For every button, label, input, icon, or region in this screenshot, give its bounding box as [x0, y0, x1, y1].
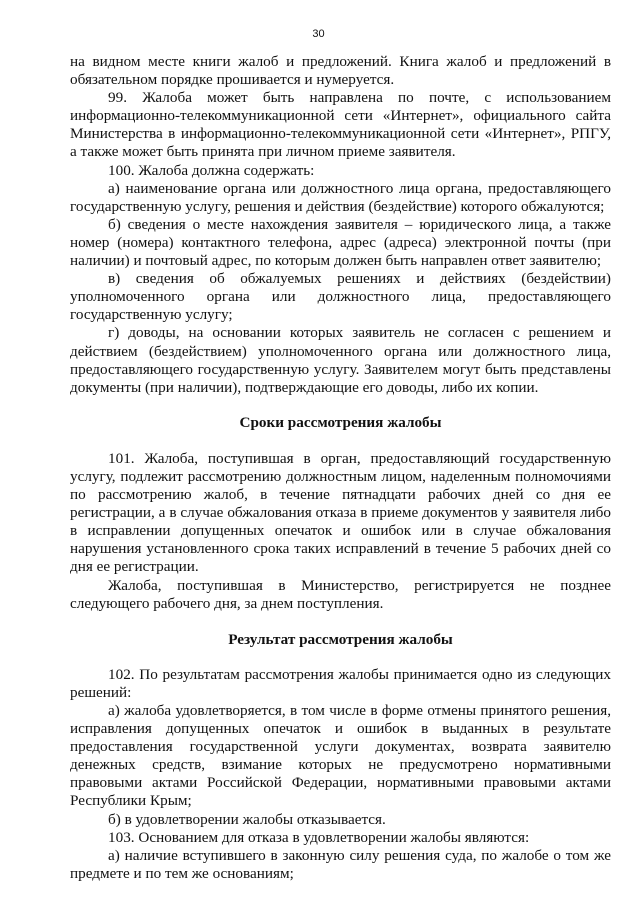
- paragraph-102: 102. По результатам рассмотрения жалобы принимается одно из следующих решений:: [70, 665, 611, 701]
- paragraph-continuation: на видном месте книги жалоб и предложений. Книга жалоб и предложений в обязательном порядке прошивается и нумеруется.: [70, 53, 611, 89]
- paragraph-103: 103. Основанием для отказа в удовлетворении жалобы являются:: [108, 828, 530, 846]
- paragraph-100-g: г) доводы, на основании которых заявитель не согласен с решением и действием (бездействием) уполномоченного органа или должностного лица, предоставляющего государственную услугу. Заявителем могут быть представлены документы (при наличии), подтверждающие его доводы, либо их копии.: [70, 324, 611, 396]
- paragraph-102-a: а) жалоба удовлетворяется, в том числе в форме отмены принятого решения, исправления допущенных опечаток и ошибок в выданных в результате предоставления государственной услуги документах, возврата заявителю денежных средств, взимание которых не предусмотрено нормативными правовыми актами Российской Федерации, нормативными правовыми актами Республики Крым;: [70, 702, 611, 810]
- section-heading-result: Результат рассмотрения жалобы: [228, 630, 453, 648]
- document-body: [70, 53, 611, 883]
- paragraph-101-ministry: Жалоба, поступившая в Министерство, регистрируется не позднее следующего рабочего дня, за днем поступления.: [70, 576, 611, 612]
- paragraph-103-a: а) наличие вступившего в законную силу решения суда, по жалобе о том же предмете и по тем же основаниям;: [70, 846, 611, 882]
- paragraph-99: 99. Жалоба может быть направлена по почте, с использованием информационно-телекоммуникационной сети «Интернет», официального сайта Министерства в информационно-телекоммуникационной сети «Интернет», РПГУ, а также может быть принята при личном приеме заявителя.: [70, 89, 611, 161]
- paragraph-101: 101. Жалоба, поступившая в орган, предоставляющий государственную услугу, подлежит рассмотрению должностным лицом, наделенным полномочиями по рассмотрению жалоб, в течение пятнадцати рабочих дней со дня ее регистрации, а в случае обжалования отказа в приеме документов у заявителя либо в исправлении допущенных опечаток и ошибок или в случае обжалования нарушения установленного срока таких исправлений в течение 5 рабочих дней со дня ее регистрации.: [70, 449, 611, 576]
- paragraph-100-b: б) сведения о месте нахождения заявителя – юридического лица, а также номер (номера) контактного телефона, адрес (адреса) электронной почты (при наличии) и почтовый адрес, по которым должен быть направлен ответ заявителю;: [70, 215, 611, 270]
- paragraph-102-b: б) в удовлетворении жалобы отказывается.: [108, 810, 386, 828]
- paragraph-100-v: в) сведения об обжалуемых решениях и действиях (бездействии) уполномоченного органа или должностного лица, предоставляющего государственную услугу;: [70, 270, 611, 324]
- page-number: 30: [312, 28, 325, 40]
- section-heading-sroki: Сроки рассмотрения жалобы: [239, 413, 442, 431]
- paragraph-100-a: а) наименование органа или должностного лица органа, предоставляющего государственную услугу, решения и действия (бездействие) которого обжалуются;: [70, 179, 611, 215]
- paragraph-100: 100. Жалоба должна содержать:: [108, 161, 315, 179]
